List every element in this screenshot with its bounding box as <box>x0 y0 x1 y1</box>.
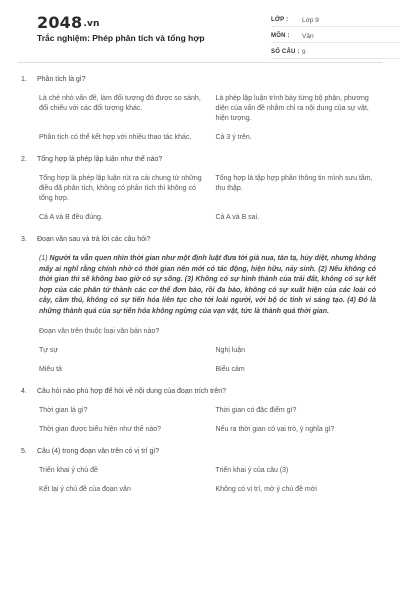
question-header <box>18 387 382 397</box>
answer-option-b[interactable]: Triển khai ý của câu (3) <box>215 466 289 474</box>
answer-option-c[interactable]: Phân tích có thể kết hợp với nhiều thao tác khác. <box>39 134 192 141</box>
meta-row-subject <box>271 30 400 43</box>
answer-options <box>18 94 382 143</box>
meta-row-count <box>271 46 400 59</box>
meta-value: Lớp 9 <box>302 16 319 24</box>
question-header <box>18 235 382 245</box>
question-number: 1. <box>21 76 27 83</box>
question-text: Tổng hợp là phép lập luận như thế nào? <box>37 156 163 163</box>
answer-option-a[interactable]: Tổng hợp là phép lập luận rút ra cái chung từ những điều đã phân tích, không có phân tích thì không có tổng hợp. <box>39 175 202 202</box>
answer-option-a[interactable]: Triển khai ý chủ đề <box>39 466 98 474</box>
answer-option-a[interactable]: Thời gian là gì? <box>39 406 88 414</box>
answer-options <box>18 174 382 223</box>
logo-main: 2048 <box>37 13 83 32</box>
answer-option-d[interactable]: Biểu cảm <box>215 365 245 373</box>
meta-value: Văn <box>302 32 314 40</box>
meta-label: MÔN : <box>271 33 290 39</box>
answer-option-d[interactable]: Không có vị trí, mở ý chủ đề mới <box>215 485 317 493</box>
meta-row-class <box>271 14 400 27</box>
reading-passage <box>18 254 382 318</box>
site-logo[interactable] <box>37 13 100 32</box>
answer-option-d[interactable]: Nếu ra thời gian có vai trò, ý nghĩa gì? <box>215 425 335 433</box>
answer-options <box>18 346 382 375</box>
question-text: Đoạn văn sau và trả lời các câu hỏi? <box>37 236 151 243</box>
question-number: 2. <box>21 156 27 163</box>
answer-option-b[interactable]: Tổng hợp là tập hợp phần thông tin mình sưu tầm, thu thập. <box>215 175 373 192</box>
answer-options <box>18 466 382 495</box>
question-number: 4. <box>21 387 27 395</box>
answer-option-d[interactable]: Cả 3 ý trên. <box>215 134 252 141</box>
answer-option-c[interactable]: Miêu tả <box>39 365 62 373</box>
meta-label: SỐ CÂU : <box>271 49 300 55</box>
meta-value: 9 <box>302 48 306 56</box>
answer-option-b[interactable]: Là phép lập luận trình bày từng bộ phận, phương diện của vấn đề nhằm chỉ ra nội dung của sự vật, hiện tượng. <box>215 95 369 122</box>
sub-question: Đoạn văn trên thuộc loại văn bản nào? <box>39 327 160 335</box>
passage-marker: (1) <box>39 255 50 262</box>
header <box>18 0 382 60</box>
meta-label: LỚP : <box>271 17 289 23</box>
passage-text: Người ta vẫn quen nhìn thời gian như một định luật đưa tới già nua, tàn tạ, hủy diệt, nhưng không mấy ai nghĩ rằng chính nhờ có thời gian nên mới có tác động, hiện hữu, nảy sinh. (2) Nếu không có thời gian thì sẽ không bao giờ có sự sống. (3) Không có sự hình thành của trái đất, không có sự kết hợp của các phân tử thành các cơ thể đơn bào, rồi đa bào, không có sự xuất hiện của các loài cỏ cây, cầm thú, không có sự tiến hóa liên tục cho tới loài người, với bộ óc tinh vi sáng tạo. (4) Đó là những thành quả của sự tiến hóa không ngừng của vạn vật, tức là thành quả thời gian. <box>39 255 377 315</box>
question-list <box>18 75 382 507</box>
question-4 <box>18 387 382 435</box>
question-number: 3. <box>21 236 27 243</box>
question-2 <box>18 155 382 223</box>
document-title: Trắc nghiệm: Phép phân tích và tổng hợp <box>37 33 205 43</box>
header-divider <box>18 62 382 63</box>
answer-option-c[interactable]: Kết lại ý chủ đề của đoạn văn <box>39 485 131 493</box>
question-header <box>18 75 382 85</box>
meta-info <box>271 14 400 62</box>
question-header <box>18 447 382 457</box>
answer-option-a[interactable]: Là chẻ nhỏ vấn đề, làm đối tượng đó được so sánh, đối chiếu với các đối tượng khác. <box>39 95 201 112</box>
answer-options <box>18 406 382 435</box>
question-1 <box>18 75 382 143</box>
answer-option-c[interactable]: Thời gian được biểu hiện như thế nào? <box>39 425 162 433</box>
answer-option-a[interactable]: Tự sự <box>39 346 59 354</box>
answer-option-b[interactable]: Nghị luận <box>215 346 246 354</box>
question-header <box>18 155 382 165</box>
question-5 <box>18 447 382 495</box>
answer-option-c[interactable]: Cả A và B đều đúng. <box>39 214 103 221</box>
logo-tld: .vn <box>83 19 100 29</box>
question-number: 5. <box>21 447 27 455</box>
question-3 <box>18 235 382 375</box>
answer-option-d[interactable]: Cả A và B sai. <box>215 214 260 221</box>
question-text: Câu hỏi nào phù hợp để hỏi về nội dung của đoạn trích trên? <box>37 387 227 395</box>
question-text: Phân tích là gì? <box>37 76 86 83</box>
answer-option-b[interactable]: Thời gian có đặc điểm gì? <box>215 406 297 414</box>
question-text: Câu (4) trong đoạn văn trên có vị trí gì? <box>37 447 160 455</box>
